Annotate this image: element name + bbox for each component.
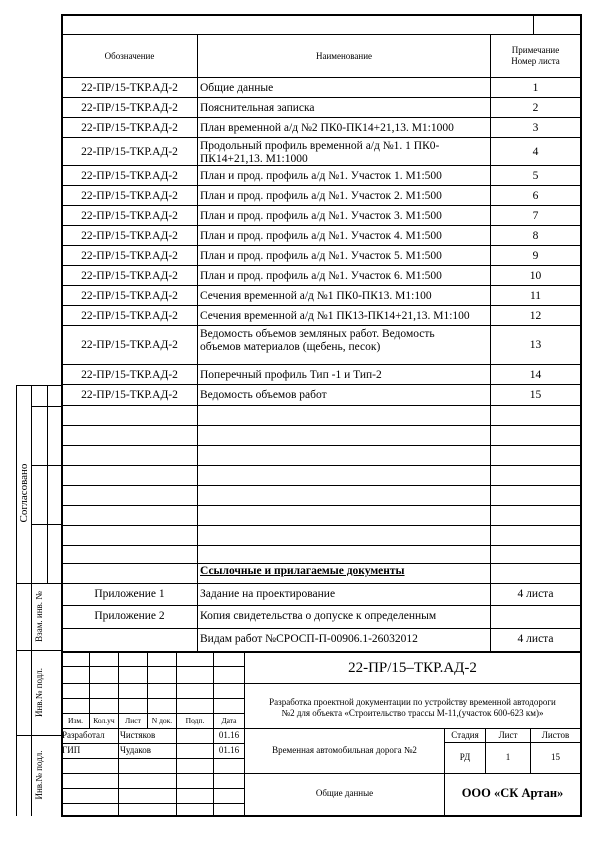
orig-inv-label: Инв.№ подл. — [34, 667, 44, 718]
row-code: 22-ПР/15-ТКР.АД-2 — [81, 389, 178, 401]
dev-name: Чистяков — [120, 730, 156, 740]
row-code: 22-ПР/15-ТКР.АД-2 — [81, 146, 178, 158]
col-note-header-2: Номер листа — [511, 56, 560, 66]
row-code: 22-ПР/15-ТКР.АД-2 — [81, 339, 178, 351]
gip-date: 01.16 — [218, 745, 240, 755]
frame-top — [61, 14, 582, 16]
row-sheet-number: 5 — [532, 170, 539, 182]
ref-name: Задание на проектирование — [200, 588, 336, 600]
row-sheet-number: 8 — [532, 230, 539, 242]
row-sheet-number: 4 — [532, 146, 539, 158]
replace-inv-label: Взам. инв. № — [34, 591, 44, 642]
sheets-label: Листов — [541, 730, 570, 740]
row-sheet-number: 7 — [532, 210, 539, 222]
row-name: План и прод. профиль а/д №1. Участок 2. М1:500 — [200, 190, 442, 202]
doc-code: 22-ПР/15–ТКР.АД-2 — [348, 660, 477, 676]
ref-sheets: 4 листа — [517, 588, 554, 600]
row-code: 22-ПР/15-ТКР.АД-2 — [81, 369, 178, 381]
row-name: План и прод. профиль а/д №1. Участок 4. М1:500 — [200, 230, 442, 242]
row-sheet-number: 15 — [529, 389, 542, 401]
row-name: Продольный профиль временной а/д №1. 1 ПК0- — [200, 140, 440, 152]
sheet-title: Общие данные — [315, 788, 374, 798]
sheet-label: Лист — [498, 730, 518, 740]
description-line-2: №2 для объекта «Строительство трассы М-11,(участок 600-623 км)» — [281, 708, 544, 718]
row-sheet-number: 13 — [529, 339, 542, 351]
row-code: 22-ПР/15-ТКР.АД-2 — [81, 82, 178, 94]
row-name: Общие данные — [200, 82, 274, 94]
col-name-header: Наименование — [315, 51, 373, 61]
description-line-1: Разработка проектной документации по устройству временной автодороги — [269, 697, 556, 707]
frame-right — [580, 14, 582, 817]
dev-role: Разработал — [62, 730, 105, 740]
ref-code: Приложение 2 — [94, 610, 165, 622]
orig-inv-label-2: Инв.№ подл. — [34, 750, 44, 800]
company-name: ООО «СК Артан» — [461, 786, 564, 800]
col-sheet: Лист — [125, 716, 141, 725]
row-sheet-number: 10 — [529, 270, 542, 282]
row-code: 22-ПР/15-ТКР.АД-2 — [81, 190, 178, 202]
gip-role: ГИП — [62, 745, 81, 755]
row-name: План и прод. профиль а/д №1. Участок 1. М1:500 — [200, 170, 442, 182]
row-name: Поперечный профиль Тип -1 и Тип-2 — [200, 369, 382, 381]
row-sheet-number: 2 — [532, 102, 539, 114]
ref-code: Приложение 1 — [94, 588, 165, 600]
agreed-label: Согласовано — [18, 463, 30, 523]
row-code: 22-ПР/15-ТКР.АД-2 — [81, 310, 178, 322]
row-sheet-number: 6 — [532, 190, 539, 202]
row-code: 22-ПР/15-ТКР.АД-2 — [81, 170, 178, 182]
frame-bottom — [61, 815, 582, 817]
row-code: 22-ПР/15-ТКР.АД-2 — [81, 210, 178, 222]
col-date: Дата — [221, 716, 237, 725]
row-name: План и прод. профиль а/д №1. Участок 5. М1:500 — [200, 250, 442, 262]
row-sheet-number: 11 — [529, 290, 542, 302]
row-name: Сечения временной а/д №1 ПК13-ПК14+21,13. М1:100 — [200, 310, 470, 322]
refs-heading: Ссылочные и прилагаемые документы — [200, 565, 405, 577]
row-name: План временной а/д №2 ПК0-ПК14+21,13. М1:1000 — [200, 122, 454, 134]
col-count: Кол.уч — [93, 716, 115, 725]
stage-value: РД — [459, 752, 471, 762]
stage-label: Стадия — [451, 730, 479, 740]
row-name: Ведомость объемов работ — [200, 389, 327, 401]
row-sheet-number: 3 — [532, 122, 539, 134]
dev-date: 01.16 — [218, 730, 240, 740]
col-change: Изм. — [68, 716, 83, 725]
row-code: 22-ПР/15-ТКР.АД-2 — [81, 102, 178, 114]
object-name: Временная автомобильная дорога №2 — [272, 745, 417, 755]
ref-sheets: 4 листа — [517, 633, 554, 645]
row-name: Сечения временной а/д №1 ПК0-ПК13. М1:100 — [200, 290, 432, 302]
row-code: 22-ПР/15-ТКР.АД-2 — [81, 290, 178, 302]
row-name: План и прод. профиль а/д №1. Участок 3. М1:500 — [200, 210, 442, 222]
row-sheet-number: 14 — [529, 369, 542, 381]
gip-name: Чудаков — [120, 745, 152, 755]
row-name: Ведомость объемов земляных работ. Ведомость — [200, 328, 435, 340]
row-sheet-number: 1 — [532, 82, 539, 94]
col-docnum: N док. — [151, 716, 173, 725]
col-designation-header: Обозначение — [104, 51, 155, 61]
col-sign: Подп. — [185, 716, 205, 725]
row-sheet-number: 9 — [532, 250, 539, 262]
ref-name: Копия свидетельства о допуске к определенным — [200, 610, 437, 622]
ref-name: Видам работ №СРОСП-П-00906.1-26032012 — [200, 633, 418, 645]
row-code: 22-ПР/15-ТКР.АД-2 — [81, 250, 178, 262]
row-name-cont: объемов материалов (щебень, песок) — [200, 341, 381, 353]
row-sheet-number: 12 — [529, 310, 542, 322]
col-note-header-1: Примечание — [511, 45, 560, 55]
row-code: 22-ПР/15-ТКР.АД-2 — [81, 270, 178, 282]
row-code: 22-ПР/15-ТКР.АД-2 — [81, 230, 178, 242]
row-name-cont: ПК14+21,13. М1:1000 — [200, 153, 308, 165]
row-code: 22-ПР/15-ТКР.АД-2 — [81, 122, 178, 134]
sheet-value: 1 — [505, 752, 511, 762]
row-name: Пояснительная записка — [200, 102, 315, 114]
sheets-value: 15 — [551, 752, 560, 762]
row-name: План и прод. профиль а/д №1. Участок 6. М1:500 — [200, 270, 442, 282]
